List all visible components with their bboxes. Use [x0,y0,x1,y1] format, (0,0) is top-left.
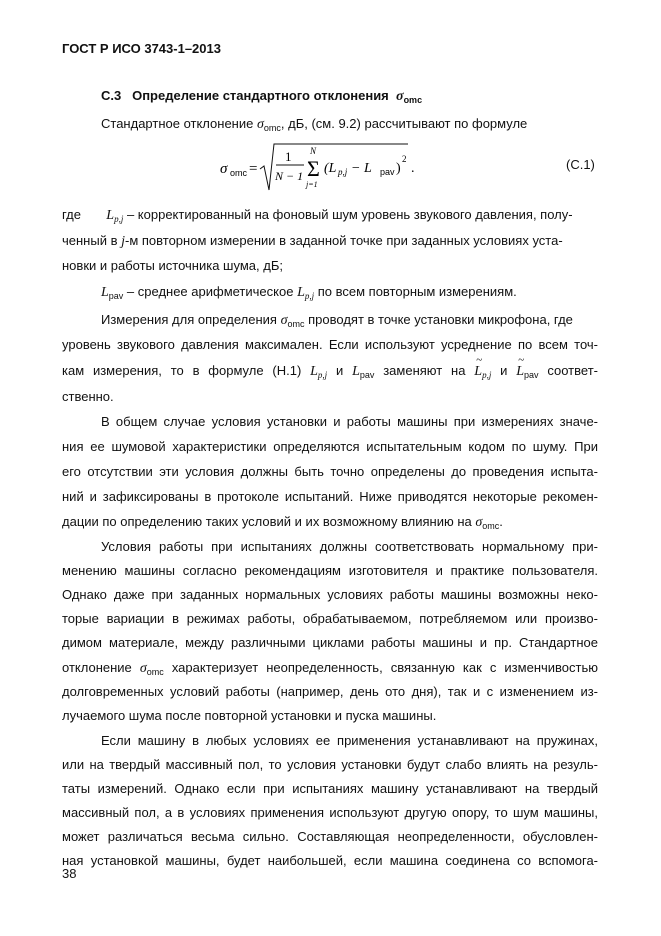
paragraph-3-line-2: менению машины согласно рекомендациям изготовителя и практике пользователя. [62,563,598,578]
svg-text:.: . [411,161,415,176]
mean-line: $L_{pav}$ – среднее арифметическое $L_{p,j}$ по всем повторным измерениям. [101,284,517,301]
svg-text:): ) [396,161,401,176]
section-number: С.3 [101,88,122,103]
paragraph-4-line-3: таты измерений. Однако если при испытаниях машину устанавливают на твердый [62,781,598,796]
where-line-2: ченный в j-м повторном измерении в заданной точке при заданных условиях уста- [62,233,563,249]
section-heading: С.3 Определение стандартного отклонения $\sigma_{omc}$ [101,88,423,105]
paragraph-3-line-5: димом материале, между различными циклами работы машины и пр. Стандартное [62,635,598,650]
paragraph-1-line-3: кам измерения, то в формуле (Н.1) $L_{p,j}$ и $L_{pav}$ заменяют на ~ $L_{p,j}$ и ~ $L_{pav}$ соответ- [62,363,598,383]
svg-text:omc: omc [230,168,248,178]
paragraph-4-line-2: или на твердый массивный пол, то условия установки будут слабо влиять на резуль- [62,757,598,772]
paragraph-2-line-4: ний и зафиксированы в протоколе испытаний. Ниже приводятся некоторые рекомен- [62,489,598,504]
paragraph-3-line-6: отклонение $\sigma_{omc}$ характеризует неопределенность, связанную как с изменчивостью [62,660,598,677]
svg-text:p,j: p,j [338,167,348,177]
intro-line: Стандартное отклонение $\sigma_{omc}$, дБ, (см. 9.2) рассчитывают по формуле [101,116,528,133]
svg-text:pav: pav [380,167,395,177]
paragraph-1-line-4: ственно. [62,389,114,404]
sigma-symbol: σ [396,89,404,104]
svg-text:j=1: j=1 [306,180,318,189]
section-title: Определение стандартного отклонения [132,88,389,103]
document-header: ГОСТ Р ИСО 3743-1–2013 [62,41,221,56]
svg-text:1: 1 [285,149,292,164]
page-number: 38 [62,866,77,881]
paragraph-2-line-1: В общем случае условия установки и работы машины при измерениях значе- [101,414,598,429]
svg-text:N − 1: N − 1 [275,169,304,183]
paragraph-4-line-4: массивный пол, а в условиях применения используют другую опору, то шум машины, [62,805,598,820]
svg-text:(L: (L [324,161,337,176]
paragraph-3-line-1: Условия работы при испытаниях должны соответствовать нормальному при- [101,539,598,554]
svg-text:Σ: Σ [307,156,320,181]
paragraph-2-line-3: его отсутствии эти условия должны быть точно определены до проведения испыта- [62,464,598,479]
paragraph-3-line-7: долговременных условий работы (например, день ото дня), так и с изменением из- [62,684,598,699]
equation-number: (С.1) [566,157,595,172]
paragraph-2-line-5: дации по определению таких условий и их возможному влиянию на $\sigma_{omc}$. [62,514,503,531]
paragraph-1-line-1: Измерения для определения $\sigma_{omc}$ проводят в точке установки микрофона, где [101,312,573,329]
paragraph-4-line-1: Если машину в любых условиях ее применения устанавливают на пружинах, [101,733,598,748]
paragraph-2-line-2: ния ее шумовой характеристики определяются испытательным кодом по шуму. При [62,439,598,454]
svg-text:2: 2 [402,154,407,164]
paragraph-3-line-4: торые вариации в режимах работы, обрабатываемом, потребляемом или произво- [62,611,598,626]
paragraph-3-line-8: лучаемого шума после повторной установки и пуска машины. [62,708,437,723]
paragraph-1-line-2: уровень звукового давления максимален. Если используют усреднение по всем точ- [62,337,598,352]
svg-text:− L: − L [351,161,372,176]
svg-text:N: N [310,146,317,156]
svg-text:=: = [249,161,258,177]
svg-text:σ: σ [220,161,228,177]
paragraph-3-line-3: Однако даже при заданных нормальных условиях работы машины возможны неко- [62,587,598,602]
where-line-3: новки и работы источника шума, дБ; [62,258,283,273]
paragraph-4-line-6: ная установкой машины, будет наибольшей, если машина соединена со вспомога- [62,853,598,868]
where-line-1: где $L_{p,j}$ – корректированный на фоновый шум уровень звукового давления, полу- [62,207,573,224]
formula-c1 [220,142,460,194]
paragraph-4-line-5: может различаться весьма сильно. Составляющая неопределенности, обусловлен- [62,829,598,844]
